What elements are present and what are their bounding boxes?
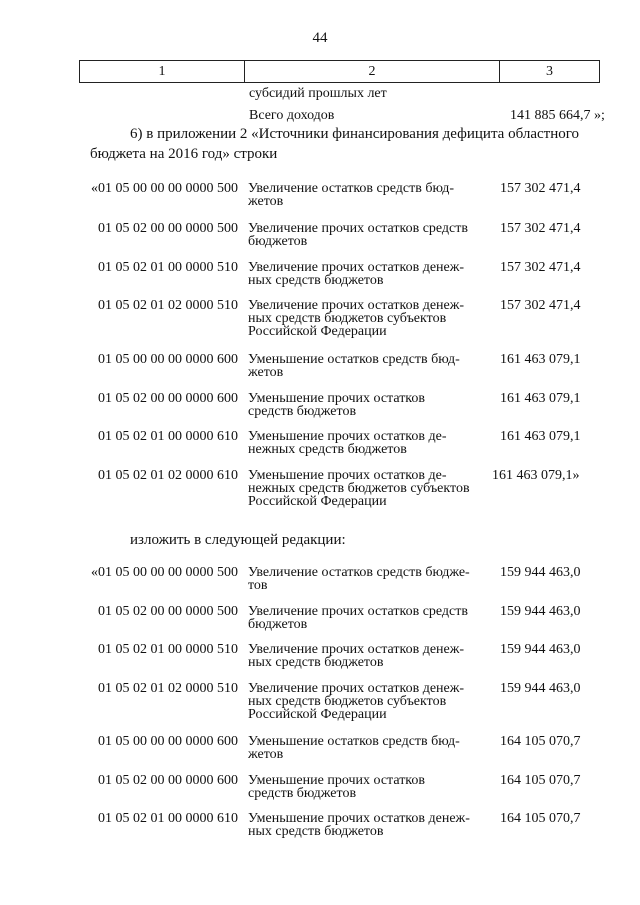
total-income-label: Всего доходов (249, 108, 335, 123)
column-header-2: 2 (245, 61, 500, 83)
intro-paragraph-line1: 6) в приложении 2 «Источники финансирования дефицита областного (130, 126, 580, 142)
old-row (78, 299, 608, 351)
budget-code: 01 05 02 01 02 0000 510 (98, 681, 238, 696)
old-row (78, 222, 608, 262)
row-amount: 161 463 079,1» (492, 468, 580, 483)
row-amount: 161 463 079,1 (500, 352, 581, 367)
page-number: 44 (312, 30, 328, 46)
old-row (78, 430, 608, 470)
row-description: Уменьшение прочих остатков средств бюджетов (248, 391, 426, 419)
budget-code: 01 05 02 01 00 0000 510 (98, 642, 238, 657)
row-amount: 161 463 079,1 (500, 429, 581, 444)
row-amount: 157 302 471,4 (500, 260, 581, 275)
old-row (78, 469, 608, 521)
intro-paragraph-line2: бюджета на 2016 год» строки (90, 146, 278, 162)
new-row (78, 812, 608, 852)
old-row (78, 261, 608, 301)
row-description: Увеличение остатков средств бюдже- тов (248, 565, 470, 593)
budget-code: 01 05 02 00 00 0000 500 (98, 221, 238, 236)
budget-code: 01 05 00 00 00 0000 600 (98, 734, 238, 749)
budget-code: 01 05 02 01 00 0000 610 (98, 429, 238, 444)
row-amount: 159 944 463,0 (500, 565, 581, 580)
row-description: Увеличение прочих остатков денеж- ных средств бюджетов субъектов Российской Федерации (248, 681, 465, 722)
row-amount: 157 302 471,4 (500, 298, 581, 313)
budget-code: 01 05 02 00 00 0000 500 (98, 604, 238, 619)
row-description: Увеличение прочих остатков денеж- ных средств бюджетов (248, 642, 465, 670)
budget-code: «01 05 00 00 00 0000 500 (91, 565, 238, 580)
budget-code: 01 05 02 01 00 0000 610 (98, 811, 238, 826)
column-header-1: 1 (80, 61, 245, 83)
new-row (78, 682, 608, 734)
row-description: Уменьшение прочих остатков средств бюджетов (248, 773, 426, 801)
budget-code: 01 05 02 01 00 0000 510 (98, 260, 238, 275)
old-row (78, 353, 608, 393)
row-description: Увеличение остатков средств бюд- жетов (248, 181, 454, 209)
new-row (78, 643, 608, 683)
carryover-line: субсидий прошлых лет (249, 86, 387, 101)
column-header-3: 3 (500, 61, 600, 83)
old-row (78, 182, 608, 222)
budget-code: 01 05 02 01 02 0000 510 (98, 298, 238, 313)
new-row (78, 735, 608, 775)
new-row (78, 566, 608, 606)
budget-code: «01 05 00 00 00 0000 500 (91, 181, 238, 196)
new-row (78, 774, 608, 814)
column-header-table (79, 60, 600, 83)
budget-code: 01 05 00 00 00 0000 600 (98, 352, 238, 367)
row-amount: 159 944 463,0 (500, 642, 581, 657)
row-amount: 159 944 463,0 (500, 681, 581, 696)
row-amount: 157 302 471,4 (500, 221, 581, 236)
total-income-value: 141 885 664,7 »; (510, 108, 605, 123)
row-amount: 164 105 070,7 (500, 734, 581, 749)
row-description: Уменьшение остатков средств бюд- жетов (248, 352, 460, 380)
budget-code: 01 05 02 00 00 0000 600 (98, 391, 238, 406)
row-amount: 159 944 463,0 (500, 604, 581, 619)
row-description: Уменьшение прочих остатков денеж- ных средств бюджетов (248, 811, 470, 839)
row-description: Увеличение прочих остатков средств бюджетов (248, 604, 469, 632)
row-description: Увеличение прочих остатков денеж- ных средств бюджетов субъектов Российской Федерации (248, 298, 465, 339)
row-amount: 164 105 070,7 (500, 811, 581, 826)
row-amount: 164 105 070,7 (500, 773, 581, 788)
row-description: Уменьшение прочих остатков де- нежных средств бюджетов (248, 429, 447, 457)
row-description: Увеличение прочих остатков денеж- ных средств бюджетов (248, 260, 465, 288)
row-description: Уменьшение прочих остатков де- нежных средств бюджетов субъектов Российской Федерации (248, 468, 470, 509)
row-amount: 161 463 079,1 (500, 391, 581, 406)
row-description: Увеличение прочих остатков средств бюджетов (248, 221, 469, 249)
new-row (78, 605, 608, 645)
old-row (78, 392, 608, 432)
budget-code: 01 05 02 01 02 0000 610 (98, 468, 238, 483)
row-description: Уменьшение остатков средств бюд- жетов (248, 734, 460, 762)
middle-paragraph: изложить в следующей редакции: (130, 532, 346, 548)
budget-code: 01 05 02 00 00 0000 600 (98, 773, 238, 788)
row-amount: 157 302 471,4 (500, 181, 581, 196)
